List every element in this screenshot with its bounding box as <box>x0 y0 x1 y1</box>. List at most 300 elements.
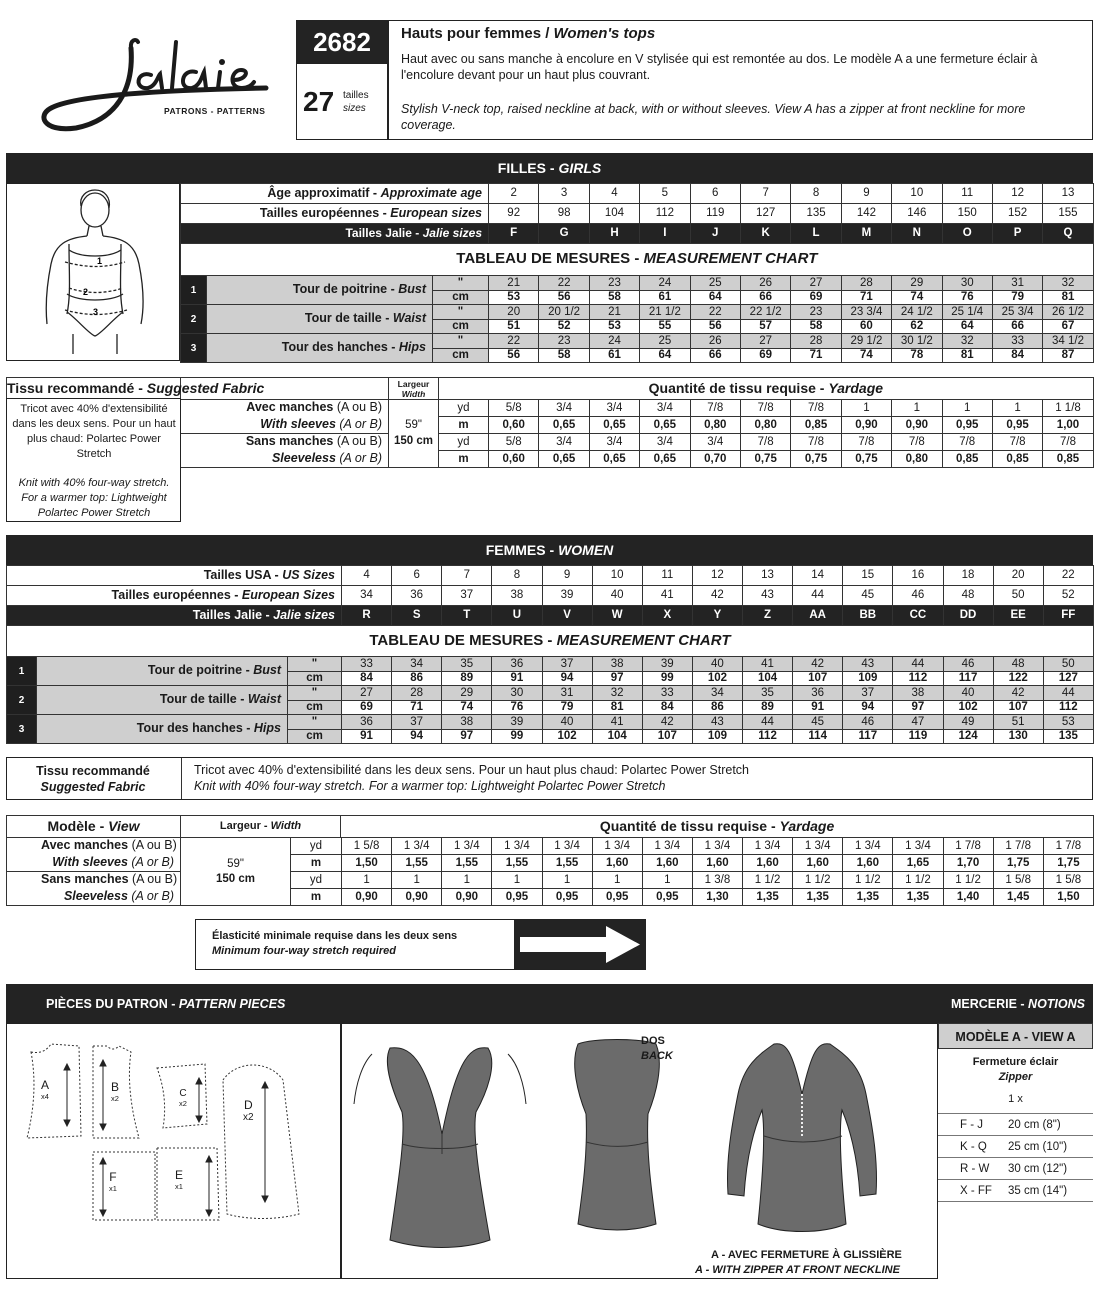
cell: 3 <box>539 184 589 204</box>
size-label-fr: Tailles USA - <box>203 567 283 582</box>
yd-cell: 3/4 <box>589 434 639 451</box>
m-cell: 1,60 <box>642 855 692 872</box>
cm-cell: 97 <box>442 730 492 744</box>
notion-length: 25 cm (10") <box>1008 1141 1068 1153</box>
inch-cell: 28 <box>392 686 442 701</box>
yd-cell: 7/8 <box>740 400 790 417</box>
cm-cell: 71 <box>841 291 891 305</box>
pieces-title-bar <box>6 984 1093 1024</box>
cm-cell: 84 <box>342 672 392 686</box>
piece-letter: F <box>109 1170 117 1184</box>
size-cell: 40 <box>592 586 642 606</box>
zipper-label-en: Zipper <box>998 1071 1033 1083</box>
table-row <box>7 626 1094 658</box>
inch-cell: 29 <box>892 276 942 291</box>
yd-cell: 3/4 <box>640 434 690 451</box>
cell: P <box>992 224 1042 244</box>
cm-cell: 58 <box>791 320 841 334</box>
yd-cell: 1 <box>942 400 992 417</box>
inch-cell: 27 <box>740 334 790 349</box>
m-cell: 1,60 <box>843 855 893 872</box>
cell: Q <box>1043 224 1093 244</box>
m-cell: 1,30 <box>692 889 742 906</box>
yd-cell: 1 3/4 <box>743 838 793 855</box>
cm-cell: 130 <box>993 730 1043 744</box>
inch-cell: 43 <box>843 657 893 672</box>
cm-cell: 107 <box>793 672 843 686</box>
view-name: With sleeves <box>52 854 128 869</box>
cm-cell: 89 <box>743 701 793 715</box>
cm-cell: 86 <box>692 701 742 715</box>
jalie-label: Tailles Jalie - Jalie sizes <box>181 224 489 244</box>
cell: 13 <box>1043 184 1093 204</box>
m-cell: 1,35 <box>793 889 843 906</box>
inch-cell: 34 1/2 <box>1043 334 1093 349</box>
description-en: Stylish V-neck top, raised neckline at back, with or without sleeves. View A has a zipper at front neckline for more coverage. <box>401 102 1026 132</box>
cm-cell: 57 <box>740 320 790 334</box>
size-cell: 44 <box>793 586 843 606</box>
notion-length: 35 cm (14") <box>1008 1185 1068 1197</box>
cm-cell: 117 <box>843 730 893 744</box>
women-sizes-table <box>6 565 1094 658</box>
size-cell: 50 <box>993 586 1043 606</box>
m-cell: 0,65 <box>539 417 589 434</box>
size-cell: 16 <box>893 566 943 586</box>
cm-cell: 56 <box>489 349 539 363</box>
inch-cell: 25 <box>690 276 740 291</box>
inch-cell: 40 <box>943 686 993 701</box>
girls-title-bar <box>6 153 1093 183</box>
size-cell: 9 <box>542 566 592 586</box>
yd-cell: 7/8 <box>841 434 891 451</box>
measure-label <box>37 715 288 744</box>
cm-cell: 74 <box>442 701 492 715</box>
yd-cell: 7/8 <box>791 434 841 451</box>
table-row <box>7 855 1094 872</box>
size-cell: 46 <box>893 586 943 606</box>
yd-cell: 1 <box>342 872 392 889</box>
cell: O <box>942 224 992 244</box>
cm-cell: 69 <box>740 349 790 363</box>
inch-cell: 27 <box>791 276 841 291</box>
cm-cell: 102 <box>943 701 993 715</box>
unit-cm: cm <box>288 672 342 686</box>
inch-cell: 30 1/2 <box>892 334 942 349</box>
yd-cell: 7/8 <box>942 434 992 451</box>
size-cell: 43 <box>743 586 793 606</box>
women-fabric-title <box>7 763 179 795</box>
measure-label <box>207 334 433 363</box>
inch-cell: 30 <box>492 686 542 701</box>
view-code: (A ou B) <box>333 400 382 415</box>
yd-cell: 1 3/4 <box>793 838 843 855</box>
yd-cell: 1 <box>841 400 891 417</box>
cm-cell: 109 <box>843 672 893 686</box>
m-cell: 0,85 <box>992 451 1042 468</box>
inch-cell: 49 <box>943 715 993 730</box>
size-cell: W <box>592 606 642 626</box>
notion-row <box>938 1113 1093 1135</box>
view-label-fr <box>181 434 389 451</box>
cm-cell: 112 <box>743 730 793 744</box>
cm-cell: 97 <box>592 672 642 686</box>
cm-cell: 97 <box>893 701 943 715</box>
width-cell <box>389 400 439 468</box>
euro-label: Tailles européennes - European sizes <box>181 204 489 224</box>
width-cm: 150 cm <box>393 435 433 447</box>
cm-cell: 91 <box>492 672 542 686</box>
unit-cm: cm <box>433 291 489 305</box>
cell: 92 <box>489 204 539 224</box>
sizes-label-fr: tailles <box>343 90 369 101</box>
cm-cell: 81 <box>1043 291 1093 305</box>
view-code: (A or B) <box>127 888 174 903</box>
piece-f <box>109 1170 117 1193</box>
view-code: (A ou B) <box>128 838 177 853</box>
inch-cell: 33 <box>342 657 392 672</box>
cm-cell: 55 <box>640 320 690 334</box>
size-label <box>7 566 342 586</box>
inch-cell: 38 <box>442 715 492 730</box>
table-row <box>181 305 1094 320</box>
cm-cell: 94 <box>843 701 893 715</box>
table-row <box>7 606 1094 626</box>
size-cell: BB <box>843 606 893 626</box>
inch-cell: 23 3/4 <box>841 305 891 320</box>
women-yardage-table <box>6 815 1094 906</box>
cm-cell: 71 <box>791 349 841 363</box>
cm-cell: 56 <box>539 291 589 305</box>
yd-cell: 1 5/8 <box>342 838 392 855</box>
cm-cell: 89 <box>442 672 492 686</box>
jalie-logo-icon <box>36 30 272 140</box>
cell: N <box>892 224 942 244</box>
size-cell: R <box>342 606 392 626</box>
inch-cell: 45 <box>793 715 843 730</box>
width-cell <box>181 838 291 906</box>
piece-letter: E <box>175 1168 184 1182</box>
yd-cell: 1 3/4 <box>642 838 692 855</box>
size-cell: 34 <box>342 586 392 606</box>
m-cell: 0,95 <box>492 889 542 906</box>
inch-cell: 24 <box>640 276 690 291</box>
size-cell: EE <box>993 606 1043 626</box>
notions-panel <box>938 1023 1093 1206</box>
body-figure-icon <box>7 184 179 360</box>
inch-cell: 53 <box>1043 715 1093 730</box>
view-label-fr <box>7 872 181 889</box>
cm-cell: 99 <box>642 672 692 686</box>
inch-cell: 32 <box>592 686 642 701</box>
inch-cell: 20 <box>489 305 539 320</box>
m-cell: 1,35 <box>893 889 943 906</box>
width-in: 59" <box>405 419 422 432</box>
unit-inch: " <box>288 715 342 730</box>
width-cm: 150 cm <box>215 872 255 885</box>
cm-cell: 66 <box>690 349 740 363</box>
table-row <box>181 244 1094 276</box>
cm-cell: 61 <box>640 291 690 305</box>
sizes-box <box>296 63 388 140</box>
girls-fabric-desc-en: Knit with 40% four-way stretch. For a warmer top: Lightweight Polartec Power Stretch <box>18 477 170 519</box>
view-name: Sans manches <box>41 872 129 887</box>
m-cell: 0,95 <box>992 417 1042 434</box>
cell: 127 <box>740 204 790 224</box>
inch-cell: 21 <box>589 305 639 320</box>
inch-cell: 30 <box>942 276 992 291</box>
women-fabric-title-fr: Tissu recommandé <box>36 764 150 778</box>
yardage-header: Quantité de tissu requise - Yardage <box>439 378 1094 400</box>
cm-cell: 124 <box>943 730 993 744</box>
size-cell: 12 <box>692 566 742 586</box>
size-cell: 38 <box>492 586 542 606</box>
figure-mark-2: 2 <box>83 287 89 297</box>
sizes-count: 27 <box>303 86 335 117</box>
notion-length: 20 cm (8") <box>1008 1119 1061 1131</box>
yd-cell: 1 <box>642 872 692 889</box>
yd-cell: 7/8 <box>791 400 841 417</box>
size-cell: DD <box>943 606 993 626</box>
measure-label-en: Waist <box>247 692 281 707</box>
back-label-en: BACK <box>641 1050 673 1062</box>
unit-cm: cm <box>288 730 342 744</box>
fabric-title: Tissu recommandé - Suggested Fabric <box>7 378 181 400</box>
size-label-fr: Tailles européennes - <box>111 587 242 602</box>
m-cell: 0,95 <box>942 417 992 434</box>
stretch-text-en: Minimum four-way stretch required <box>212 945 396 957</box>
girls-fabric-desc-fr: Tricot avec 40% d'extensibilité dans les deux sens. Pour un haut plus chaud: Polartec Power Stretch <box>12 403 176 460</box>
m-cell: 0,90 <box>392 889 442 906</box>
yd-cell: 1 1/2 <box>743 872 793 889</box>
table-row <box>7 378 1094 400</box>
m-cell: 0,85 <box>1043 451 1093 468</box>
inch-cell: 22 <box>539 276 589 291</box>
measure-label-en: Bust <box>398 282 426 297</box>
view-label-en <box>181 417 389 434</box>
size-cell: 10 <box>592 566 642 586</box>
yd-cell: 1 <box>392 872 442 889</box>
table-row <box>7 657 1094 672</box>
title-en: Women's tops <box>553 25 656 42</box>
table-row <box>7 816 1094 838</box>
yd-cell: 1 1/2 <box>793 872 843 889</box>
cell: 152 <box>992 204 1042 224</box>
jalie-logo <box>36 30 272 140</box>
cell: J <box>690 224 740 244</box>
yd-cell: 1 1/8 <box>1043 400 1093 417</box>
size-label <box>7 586 342 606</box>
cm-cell: 81 <box>592 701 642 715</box>
unit-inch: " <box>288 686 342 701</box>
yd-cell: 3/4 <box>589 400 639 417</box>
cm-cell: 114 <box>793 730 843 744</box>
cm-cell: 122 <box>993 672 1043 686</box>
cell: 142 <box>841 204 891 224</box>
inch-cell: 36 <box>342 715 392 730</box>
yd-cell: 1 <box>592 872 642 889</box>
table-row <box>7 566 1094 586</box>
notion-length: 30 cm (12") <box>1008 1163 1068 1175</box>
m-cell: 0,85 <box>942 451 992 468</box>
unit-m: m <box>291 889 342 906</box>
m-cell: 0,70 <box>690 451 740 468</box>
view-code: (A or B) <box>335 416 382 431</box>
inch-cell: 27 <box>342 686 392 701</box>
cm-cell: 51 <box>489 320 539 334</box>
yd-cell: 3/4 <box>690 434 740 451</box>
inch-cell: 43 <box>692 715 742 730</box>
size-cell: 15 <box>843 566 893 586</box>
inch-cell: 36 <box>793 686 843 701</box>
m-cell: 0,65 <box>539 451 589 468</box>
m-cell: 1,75 <box>993 855 1043 872</box>
title-box <box>388 20 1093 140</box>
cm-cell: 94 <box>392 730 442 744</box>
yd-cell: 1 7/8 <box>1043 838 1093 855</box>
inch-cell: 28 <box>791 334 841 349</box>
size-cell: 42 <box>692 586 742 606</box>
cm-cell: 76 <box>942 291 992 305</box>
view-code: (A or B) <box>127 854 174 869</box>
piece-a <box>41 1078 49 1101</box>
garment-views-icon <box>342 1024 937 1278</box>
age-label: Âge approximatif - Approximate age <box>181 184 489 204</box>
cm-cell: 78 <box>892 349 942 363</box>
cell: 112 <box>640 204 690 224</box>
cm-cell: 66 <box>740 291 790 305</box>
table-row <box>7 686 1094 701</box>
piece-count: x2 <box>111 1094 119 1103</box>
piece-letter: D <box>243 1098 253 1112</box>
yd-cell: 1 3/4 <box>692 838 742 855</box>
m-cell: 0,60 <box>489 417 539 434</box>
cell: 155 <box>1043 204 1093 224</box>
yd-cell: 1 1/2 <box>843 872 893 889</box>
cm-cell: 107 <box>642 730 692 744</box>
inch-cell: 32 <box>942 334 992 349</box>
unit-yd: yd <box>291 872 342 889</box>
girls-chart-title: TABLEAU DE MESURES - MEASUREMENT CHART <box>181 244 1094 276</box>
notion-sizes: X - FF <box>960 1185 992 1197</box>
cm-cell: 79 <box>992 291 1042 305</box>
inch-cell: 28 <box>841 276 891 291</box>
m-cell: 1,55 <box>492 855 542 872</box>
m-cell: 1,00 <box>1043 417 1093 434</box>
pattern-pieces-icon <box>7 1024 340 1278</box>
measure-label-en: Hips <box>398 340 426 355</box>
m-cell: 0,80 <box>740 417 790 434</box>
unit-cm: cm <box>433 320 489 334</box>
inch-cell: 41 <box>592 715 642 730</box>
cell: 8 <box>791 184 841 204</box>
m-cell: 1,60 <box>592 855 642 872</box>
m-cell: 0,65 <box>589 451 639 468</box>
piece-c <box>179 1088 187 1108</box>
m-cell: 1,70 <box>943 855 993 872</box>
views-box <box>341 1023 938 1279</box>
m-cell: 1,40 <box>943 889 993 906</box>
inch-cell: 29 1/2 <box>841 334 891 349</box>
inch-cell: 23 <box>589 276 639 291</box>
yd-cell: 5/8 <box>489 400 539 417</box>
inch-cell: 42 <box>793 657 843 672</box>
piece-letter: B <box>111 1080 120 1094</box>
cell: 104 <box>589 204 639 224</box>
m-cell: 0,95 <box>642 889 692 906</box>
measure-label <box>37 657 288 686</box>
cell: 135 <box>791 204 841 224</box>
piece-letter: C <box>179 1088 187 1099</box>
measure-label <box>37 686 288 715</box>
women-fabric-title-en: Suggested Fabric <box>40 780 146 794</box>
unit-cm: cm <box>288 701 342 715</box>
yd-cell: 1 3/4 <box>592 838 642 855</box>
cm-cell: 104 <box>743 672 793 686</box>
table-row <box>181 224 1094 244</box>
women-chart-title: TABLEAU DE MESURES - MEASUREMENT CHART <box>7 626 1094 658</box>
measure-label-fr: Tour de taille - <box>159 692 248 707</box>
yd-cell: 1 3/4 <box>442 838 492 855</box>
cm-cell: 102 <box>692 672 742 686</box>
cell: H <box>589 224 639 244</box>
row-number: 1 <box>7 657 37 686</box>
size-cell: Y <box>692 606 742 626</box>
size-cell: T <box>442 606 492 626</box>
m-cell: 0,65 <box>640 451 690 468</box>
cm-cell: 58 <box>539 349 589 363</box>
yd-cell: 1 5/8 <box>1043 872 1093 889</box>
view-label-fr <box>181 400 389 417</box>
measure-label-en: Hips <box>253 721 281 736</box>
girls-sizes-table <box>180 183 1094 276</box>
brand-subtitle: PATRONS - PATTERNS <box>164 106 266 116</box>
cm-cell: 109 <box>692 730 742 744</box>
yd-cell: 1 3/4 <box>392 838 442 855</box>
notions-title: MERCERIE - NOTIONS <box>950 997 1085 1011</box>
m-cell: 0,90 <box>841 417 891 434</box>
inch-cell: 31 <box>992 276 1042 291</box>
m-cell: 0,95 <box>542 889 592 906</box>
width-header: Largeur Width <box>389 378 439 400</box>
size-label-en: European Sizes <box>241 587 335 602</box>
size-cell: 48 <box>943 586 993 606</box>
sizes-label-en: sizes <box>343 103 366 114</box>
pieces-title: PIÈCES DU PATRON - PATTERN PIECES <box>46 997 286 1011</box>
table-row <box>7 715 1094 730</box>
cell: 9 <box>841 184 891 204</box>
view-label-fr <box>7 838 181 855</box>
inch-cell: 51 <box>993 715 1043 730</box>
yd-cell: 1 3/4 <box>893 838 943 855</box>
notion-row <box>938 1179 1093 1201</box>
size-label <box>7 606 342 626</box>
inch-cell: 23 <box>791 305 841 320</box>
cm-cell: 53 <box>589 320 639 334</box>
inch-cell: 26 <box>690 334 740 349</box>
measure-label-fr: Tour de poitrine - <box>147 663 254 678</box>
size-cell: U <box>492 606 542 626</box>
m-cell: 1,55 <box>392 855 442 872</box>
cm-cell: 107 <box>993 701 1043 715</box>
inch-cell: 41 <box>743 657 793 672</box>
piece-b <box>111 1080 119 1103</box>
arrow-right-icon <box>514 920 646 969</box>
cm-cell: 102 <box>542 730 592 744</box>
cm-cell: 61 <box>589 349 639 363</box>
cm-cell: 112 <box>893 672 943 686</box>
view-name: Sans manches <box>245 434 334 449</box>
cm-cell: 67 <box>1043 320 1093 334</box>
